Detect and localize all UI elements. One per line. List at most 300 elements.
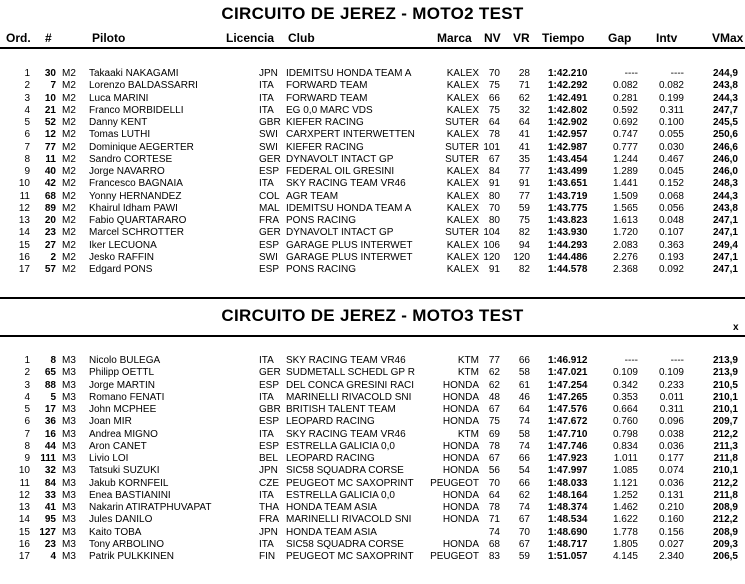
cell-team: GARAGE PLUS INTERWET bbox=[286, 239, 413, 251]
cell-vmax: 210,1 bbox=[712, 391, 738, 403]
cell-intv: 0.045 bbox=[658, 166, 684, 177]
cell-licence: ITA bbox=[259, 355, 274, 366]
cell-rider-name: Iker LECUONA bbox=[89, 239, 157, 251]
cell-ord: 11 bbox=[19, 477, 30, 489]
cell-rider-name: Jules DANILO bbox=[89, 514, 153, 526]
cell-vr: 74 bbox=[518, 440, 530, 452]
cell-vmax: 250,6 bbox=[712, 129, 738, 141]
cell-category: M3 bbox=[62, 526, 76, 538]
cell-num: 33 bbox=[44, 489, 56, 501]
cell-time: 1:48.033 bbox=[548, 477, 588, 489]
cell-team: EG 0,0 MARC VDS bbox=[286, 104, 373, 116]
cell-licence: ESP bbox=[259, 264, 280, 275]
cell-time: 1:47.746 bbox=[548, 440, 588, 452]
cell-vmax: 208,9 bbox=[712, 502, 738, 513]
cell-nv: 78 bbox=[488, 440, 500, 452]
cell-category: M3 bbox=[62, 404, 76, 415]
cell-vmax: 243,8 bbox=[712, 202, 738, 214]
cell-nv: 62 bbox=[488, 379, 500, 391]
cell-time: 1:47.254 bbox=[548, 379, 588, 391]
cell-time: 1:44.578 bbox=[548, 264, 588, 275]
cell-licence: ITA bbox=[259, 391, 274, 403]
header-piloto: Piloto bbox=[92, 31, 126, 45]
cell-team: IDEMITSU HONDA TEAM A bbox=[286, 202, 412, 214]
cell-licence: FIN bbox=[259, 551, 276, 562]
cell-num: 32 bbox=[44, 465, 56, 477]
cell-team: PONS RACING bbox=[286, 215, 357, 226]
cell-marca: KTM bbox=[457, 367, 479, 379]
table-row bbox=[0, 215, 745, 226]
cell-marca: KALEX bbox=[446, 215, 479, 226]
cell-ord: 2 bbox=[24, 367, 30, 379]
cell-team: SIC58 SQUADRA CORSE bbox=[286, 465, 404, 477]
cell-licence: GER bbox=[259, 367, 281, 379]
cell-gap: 1.720 bbox=[612, 227, 638, 239]
cell-time: 1:48.534 bbox=[548, 514, 588, 526]
cell-nv: 83 bbox=[488, 551, 500, 562]
cell-time: 1:43.651 bbox=[548, 178, 588, 190]
cell-team: FORWARD TEAM bbox=[286, 92, 368, 104]
cell-time: 1:46.912 bbox=[548, 355, 588, 366]
cell-marca: HONDA bbox=[442, 538, 479, 550]
cell-licence: THA bbox=[259, 502, 279, 513]
cell-category: M2 bbox=[62, 68, 76, 79]
cell-licence: ITA bbox=[259, 92, 274, 104]
cell-licence: GER bbox=[259, 227, 281, 239]
cell-team: ESTRELLA GALICIA 0,0 bbox=[286, 440, 395, 452]
table-row bbox=[0, 380, 745, 391]
cell-nv: 78 bbox=[488, 502, 500, 513]
cell-vr: 82 bbox=[518, 227, 530, 239]
cell-vr: 61 bbox=[518, 379, 530, 391]
cell-num: 21 bbox=[44, 104, 56, 116]
cell-time: 1:48.717 bbox=[548, 538, 588, 550]
cell-time: 1:51.057 bbox=[548, 551, 588, 562]
cell-marca: HONDA bbox=[442, 404, 479, 415]
cell-team: HONDA TEAM ASIA bbox=[286, 502, 377, 513]
cell-num: 42 bbox=[44, 178, 56, 190]
cell-gap: 1.613 bbox=[612, 215, 638, 226]
cell-vr: 75 bbox=[518, 215, 530, 226]
cell-ord: 8 bbox=[24, 153, 30, 165]
table-row bbox=[0, 502, 745, 513]
cell-licence: ESP bbox=[259, 440, 280, 452]
cell-vr: 67 bbox=[518, 538, 530, 550]
moto3-title: CIRCUITO DE JEREZ - MOTO3 TEST bbox=[221, 306, 524, 325]
cell-vmax: 244,3 bbox=[712, 190, 738, 202]
cell-rider-name: Edgard PONS bbox=[89, 264, 153, 275]
cell-time: 1:44.293 bbox=[548, 239, 588, 251]
cell-nv: 75 bbox=[488, 416, 500, 428]
cell-marca: KALEX bbox=[446, 190, 479, 202]
cell-nv: 104 bbox=[483, 227, 500, 239]
cell-num: 8 bbox=[50, 355, 56, 366]
cell-nv: 84 bbox=[488, 166, 500, 177]
cell-rider-name: Takaaki NAKAGAMI bbox=[89, 68, 179, 79]
cell-gap: 2.083 bbox=[612, 239, 638, 251]
cell-team: AGR TEAM bbox=[286, 190, 339, 202]
cell-time: 1:43.930 bbox=[548, 227, 588, 239]
cell-rider-name: Luca MARINI bbox=[89, 92, 149, 104]
table-row bbox=[0, 68, 745, 79]
cell-vr: 70 bbox=[518, 526, 530, 538]
cell-licence: GBR bbox=[259, 404, 281, 415]
cell-intv: 0.036 bbox=[658, 477, 684, 489]
cell-time: 1:44.486 bbox=[548, 251, 588, 263]
cell-team: BRITISH TALENT TEAM bbox=[286, 404, 396, 415]
table-row bbox=[0, 478, 745, 489]
cell-ord: 16 bbox=[18, 251, 30, 263]
cell-nv: 64 bbox=[488, 489, 500, 501]
cell-vmax: 244,3 bbox=[712, 92, 738, 104]
cell-vr: 35 bbox=[518, 153, 530, 165]
cell-intv: 0.131 bbox=[658, 489, 684, 501]
cell-category: M3 bbox=[62, 440, 76, 452]
cell-vr: 67 bbox=[518, 514, 530, 526]
cell-num: 4 bbox=[50, 551, 56, 562]
cell-licence: ITA bbox=[259, 178, 274, 190]
cell-marca: KALEX bbox=[446, 80, 479, 92]
cell-intv: 0.027 bbox=[658, 538, 684, 550]
cell-nv: 101 bbox=[483, 141, 500, 153]
cell-ord: 11 bbox=[19, 190, 30, 202]
cell-vr: 94 bbox=[518, 239, 530, 251]
cell-num: 30 bbox=[44, 68, 56, 79]
cell-time: 1:48.164 bbox=[548, 489, 588, 501]
cell-vr: 28 bbox=[518, 68, 530, 79]
cell-category: M3 bbox=[62, 538, 76, 550]
cell-time: 1:43.454 bbox=[548, 153, 588, 165]
cell-licence: ESP bbox=[259, 166, 280, 177]
cell-licence: ITA bbox=[259, 80, 274, 92]
cell-vmax: 209,3 bbox=[712, 538, 738, 550]
table-row bbox=[0, 367, 745, 378]
cell-intv: 0.082 bbox=[658, 80, 684, 92]
cell-ord: 5 bbox=[24, 117, 30, 128]
cell-team: PONS RACING bbox=[286, 264, 357, 275]
cell-ord: 15 bbox=[18, 526, 30, 538]
cell-time: 1:48.690 bbox=[548, 526, 588, 538]
cell-rider-name: Philipp OETTL bbox=[89, 367, 155, 379]
cell-vr: 32 bbox=[518, 104, 530, 116]
header-intv: Intv bbox=[656, 31, 678, 45]
cell-licence: ESP bbox=[259, 416, 280, 428]
cell-rider-name: Tatsuki SUZUKI bbox=[89, 465, 160, 477]
table-row bbox=[0, 392, 745, 403]
header-vr: VR bbox=[513, 31, 530, 45]
cell-time: 1:42.210 bbox=[548, 68, 588, 79]
table-row bbox=[0, 227, 745, 238]
cell-rider-name: Franco MORBIDELLI bbox=[89, 104, 184, 116]
cell-gap: 1.121 bbox=[612, 477, 638, 489]
cell-marca: SUTER bbox=[445, 153, 479, 165]
cell-nv: 106 bbox=[483, 239, 500, 251]
cell-category: M2 bbox=[62, 141, 76, 153]
table-row bbox=[0, 441, 745, 452]
cell-rider-name: Francesco BAGNAIA bbox=[89, 178, 183, 190]
cell-time: 1:42.902 bbox=[548, 117, 588, 128]
table-row bbox=[0, 117, 745, 128]
cell-time: 1:47.265 bbox=[548, 391, 588, 403]
cell-rider-name: Marcel SCHROTTER bbox=[89, 227, 185, 239]
cell-rider-name: Romano FENATI bbox=[89, 391, 165, 403]
cell-marca: KTM bbox=[457, 355, 479, 366]
cell-vr: 66 bbox=[518, 453, 530, 464]
cell-vr: 91 bbox=[518, 178, 530, 190]
cell-vr: 58 bbox=[518, 367, 530, 379]
cell-team: MARINELLI RIVACOLD SNI bbox=[286, 514, 412, 526]
cell-ord: 13 bbox=[18, 215, 30, 226]
cell-category: M2 bbox=[62, 264, 76, 275]
cell-marca: KTM bbox=[457, 428, 479, 440]
cell-vmax: 213,9 bbox=[712, 355, 738, 366]
cell-num: 5 bbox=[50, 391, 56, 403]
cell-team: IDEMITSU HONDA TEAM A bbox=[286, 68, 412, 79]
cell-licence: ITA bbox=[259, 104, 274, 116]
cell-nv: 77 bbox=[488, 355, 500, 366]
cell-nv: 66 bbox=[488, 92, 500, 104]
cell-marca: KALEX bbox=[446, 264, 479, 275]
cell-num: 17 bbox=[44, 404, 56, 415]
cell-intv: 0.311 bbox=[659, 104, 684, 116]
cell-time: 1:43.775 bbox=[548, 202, 588, 214]
cell-num: 44 bbox=[44, 440, 56, 452]
table-row bbox=[0, 80, 745, 91]
cell-licence: BEL bbox=[259, 453, 278, 464]
cell-rider-name: Andrea MIGNO bbox=[89, 428, 158, 440]
header-ord: Ord. bbox=[6, 31, 31, 45]
cell-time: 1:43.719 bbox=[548, 190, 588, 202]
cell-intv: 0.107 bbox=[658, 227, 684, 239]
cell-marca: SUTER bbox=[445, 227, 479, 239]
cell-marca: KALEX bbox=[446, 68, 479, 79]
moto2-header-rule bbox=[0, 47, 745, 49]
cell-gap: 1.462 bbox=[612, 502, 638, 513]
cell-category: M2 bbox=[62, 178, 76, 190]
header-vmax: VMax bbox=[712, 31, 744, 45]
cell-ord: 12 bbox=[18, 489, 30, 501]
cell-licence: JPN bbox=[259, 68, 278, 79]
cell-vr: 54 bbox=[518, 465, 530, 477]
cell-vr: 66 bbox=[518, 355, 530, 366]
cell-nv: 70 bbox=[488, 202, 500, 214]
cell-num: 41 bbox=[44, 502, 56, 513]
cell-vmax: 246,0 bbox=[712, 166, 738, 177]
cell-gap: 1.289 bbox=[612, 166, 638, 177]
cell-gap: 1.805 bbox=[612, 538, 638, 550]
cell-rider-name: Patrik PULKKINEN bbox=[89, 551, 175, 562]
cell-licence: COL bbox=[259, 190, 280, 202]
cell-nv: 56 bbox=[488, 465, 500, 477]
cell-marca: KALEX bbox=[446, 251, 479, 263]
cell-gap: 0.692 bbox=[612, 117, 638, 128]
cell-vmax: 211,3 bbox=[713, 440, 738, 452]
cell-num: 52 bbox=[44, 117, 56, 128]
cell-gap: 0.353 bbox=[612, 391, 638, 403]
table-row bbox=[0, 539, 745, 550]
table-row bbox=[0, 252, 745, 263]
cell-marca: HONDA bbox=[442, 391, 479, 403]
cell-gap: 1.509 bbox=[612, 190, 638, 202]
cell-marca: PEUGEOT bbox=[430, 551, 479, 562]
cell-num: 84 bbox=[44, 477, 56, 489]
cell-team: GARAGE PLUS INTERWET bbox=[286, 251, 413, 263]
cell-vr: 41 bbox=[518, 141, 530, 153]
header-licencia: Licencia bbox=[226, 31, 275, 45]
cell-num: 65 bbox=[44, 367, 56, 379]
cell-rider-name: Dominique AEGERTER bbox=[89, 141, 194, 153]
cell-gap: ---- bbox=[624, 355, 638, 366]
cell-gap: 1.622 bbox=[612, 514, 638, 526]
cell-category: M3 bbox=[62, 465, 76, 477]
cell-intv: 0.210 bbox=[658, 502, 684, 513]
cell-time: 1:42.802 bbox=[548, 104, 588, 116]
cell-intv: 0.074 bbox=[658, 465, 684, 477]
cell-nv: 67 bbox=[488, 404, 500, 415]
cell-gap: 0.664 bbox=[612, 404, 638, 415]
cell-category: M2 bbox=[62, 153, 76, 165]
cell-ord: 6 bbox=[24, 416, 30, 428]
table-row bbox=[0, 551, 745, 562]
cell-gap: 1.778 bbox=[612, 526, 638, 538]
cell-marca: HONDA bbox=[442, 379, 479, 391]
cell-vmax: 208,9 bbox=[712, 526, 738, 538]
cell-vmax: 244,9 bbox=[712, 68, 738, 79]
cell-licence: SWI bbox=[259, 141, 278, 153]
cell-vmax: 211,8 bbox=[713, 489, 738, 501]
cell-gap: ---- bbox=[624, 68, 638, 79]
cell-ord: 12 bbox=[18, 202, 30, 214]
cell-ord: 14 bbox=[18, 514, 30, 526]
cell-licence: ESP bbox=[259, 379, 280, 391]
cell-gap: 0.747 bbox=[612, 129, 638, 141]
cell-marca: KALEX bbox=[446, 178, 479, 190]
cell-ord: 14 bbox=[18, 227, 30, 239]
cell-vr: 77 bbox=[518, 166, 530, 177]
table-row bbox=[0, 240, 745, 251]
cell-category: M2 bbox=[62, 215, 76, 226]
cell-nv: 75 bbox=[488, 80, 500, 92]
cell-marca: SUTER bbox=[445, 141, 479, 153]
cell-licence: ITA bbox=[259, 538, 274, 550]
cell-category: M2 bbox=[62, 190, 76, 202]
cell-vmax: 247,1 bbox=[712, 227, 738, 239]
cell-ord: 3 bbox=[24, 92, 30, 104]
cell-licence: GER bbox=[259, 153, 281, 165]
cell-time: 1:42.292 bbox=[548, 80, 588, 92]
cell-num: 10 bbox=[44, 92, 56, 104]
cell-vr: 62 bbox=[518, 92, 530, 104]
cell-team: FORWARD TEAM bbox=[286, 80, 368, 92]
cell-nv: 68 bbox=[488, 538, 500, 550]
cell-nv: 91 bbox=[488, 178, 500, 190]
cell-rider-name: Nicolo BULEGA bbox=[89, 355, 161, 366]
cell-vr: 66 bbox=[518, 477, 530, 489]
cell-num: 23 bbox=[44, 227, 56, 239]
cell-gap: 0.082 bbox=[612, 80, 638, 92]
cell-nv: 62 bbox=[488, 367, 500, 379]
cell-time: 1:47.021 bbox=[548, 367, 588, 379]
cell-ord: 16 bbox=[18, 538, 30, 550]
table-row bbox=[0, 465, 745, 476]
table-row bbox=[0, 93, 745, 104]
cell-time: 1:42.987 bbox=[548, 141, 588, 153]
mark-x: x bbox=[733, 322, 739, 333]
cell-team: LEOPARD RACING bbox=[286, 416, 375, 428]
cell-category: M3 bbox=[62, 416, 76, 428]
cell-vmax: 249,4 bbox=[712, 239, 738, 251]
cell-num: 88 bbox=[44, 379, 56, 391]
cell-team: LEOPARD RACING bbox=[286, 453, 375, 464]
cell-team: SKY RACING TEAM VR46 bbox=[286, 178, 406, 190]
table-row bbox=[0, 105, 745, 116]
header-club: Club bbox=[288, 31, 315, 45]
cell-intv: 0.055 bbox=[658, 129, 684, 141]
cell-marca: HONDA bbox=[442, 416, 479, 428]
cell-team: CARXPERT INTERWETTEN bbox=[286, 129, 415, 141]
cell-intv: 0.363 bbox=[658, 239, 684, 251]
cell-category: M3 bbox=[62, 453, 76, 464]
cell-gap: 1.441 bbox=[612, 178, 638, 190]
cell-time: 1:43.499 bbox=[548, 166, 588, 177]
cell-gap: 1.244 bbox=[612, 153, 638, 165]
cell-marca: HONDA bbox=[442, 514, 479, 526]
moto2-title: CIRCUITO DE JEREZ - MOTO2 TEST bbox=[221, 4, 524, 23]
cell-vmax: 210,1 bbox=[712, 465, 738, 477]
cell-rider-name: Jorge NAVARRO bbox=[89, 166, 165, 177]
cell-rider-name: Joan MIR bbox=[89, 416, 132, 428]
cell-intv: 0.311 bbox=[659, 404, 684, 415]
cell-licence: FRA bbox=[259, 215, 279, 226]
cell-gap: 2.276 bbox=[612, 251, 638, 263]
cell-nv: 48 bbox=[488, 391, 500, 403]
cell-rider-name: John MCPHEE bbox=[89, 404, 157, 415]
cell-rider-name: Sandro CORTESE bbox=[89, 153, 173, 165]
cell-vmax: 247,7 bbox=[712, 104, 738, 116]
cell-rider-name: Enea BASTIANINI bbox=[89, 489, 171, 501]
cell-vmax: 212,2 bbox=[712, 477, 738, 489]
cell-team: KIEFER RACING bbox=[286, 141, 364, 153]
table-row bbox=[0, 203, 745, 214]
cell-marca: HONDA bbox=[442, 489, 479, 501]
cell-gap: 0.109 bbox=[612, 367, 638, 379]
cell-team: ESTRELLA GALICIA 0,0 bbox=[286, 489, 395, 501]
cell-gap: 0.760 bbox=[612, 416, 638, 428]
cell-time: 1:43.823 bbox=[548, 215, 588, 226]
cell-vr: 58 bbox=[518, 428, 530, 440]
table-row bbox=[0, 404, 745, 415]
cell-nv: 64 bbox=[488, 117, 500, 128]
cell-gap: 2.368 bbox=[612, 264, 638, 275]
cell-marca: HONDA bbox=[442, 440, 479, 452]
cell-team: FEDERAL OIL GRESINI bbox=[286, 166, 395, 177]
cell-vmax: 247,1 bbox=[712, 215, 738, 226]
cell-time: 1:42.491 bbox=[548, 92, 588, 104]
cell-category: M3 bbox=[62, 514, 76, 526]
cell-ord: 7 bbox=[24, 141, 30, 153]
cell-gap: 1.011 bbox=[613, 453, 638, 464]
cell-nv: 67 bbox=[488, 153, 500, 165]
cell-intv: 0.193 bbox=[658, 251, 684, 263]
cell-marca: KALEX bbox=[446, 166, 479, 177]
cell-category: M3 bbox=[62, 428, 76, 440]
cell-time: 1:47.710 bbox=[548, 428, 588, 440]
cell-vmax: 212,2 bbox=[712, 428, 738, 440]
cell-ord: 13 bbox=[18, 502, 30, 513]
cell-team: SKY RACING TEAM VR46 bbox=[286, 428, 406, 440]
cell-ord: 2 bbox=[24, 80, 30, 92]
cell-ord: 15 bbox=[18, 239, 30, 251]
